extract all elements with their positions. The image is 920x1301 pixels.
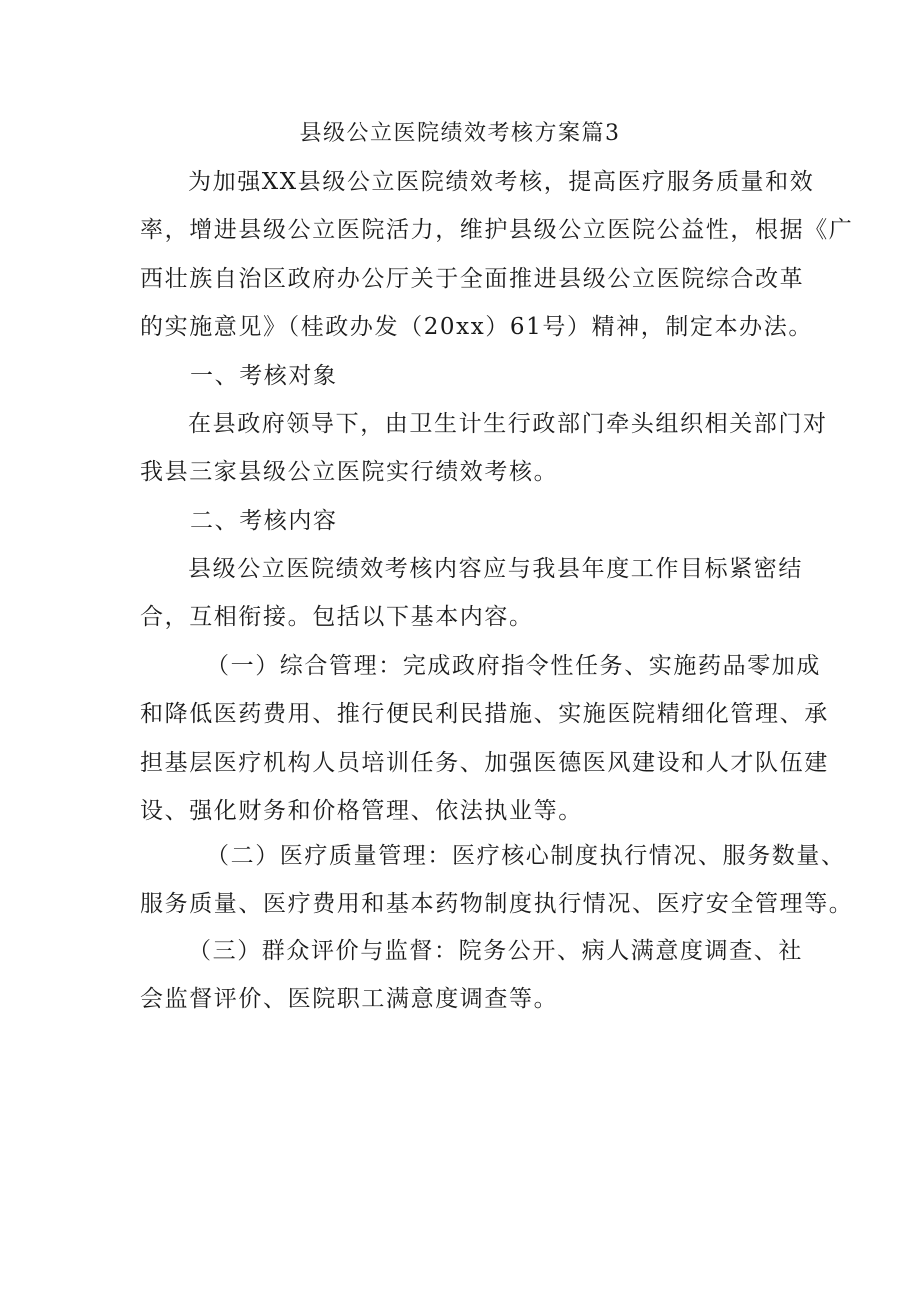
paragraph-line: 为加强XX县级公立医院绩效考核，提高医疗服务质量和效 [188, 169, 815, 195]
paragraph-line: 和降低医药费用、推行便民利民措施、实施医院精细化管理、承 [140, 701, 829, 728]
paragraph-line: 西壮族自治区政府办公厅关于全面推进县级公立医院综合改革 [140, 265, 805, 292]
paragraph-line: 的实施意见》（桂政办发（20xx）61号）精神，制定本办法。 [140, 314, 813, 341]
paragraph-line: 我县三家县级公立医院实行绩效考核。 [140, 459, 559, 486]
paragraph-public-evaluation [140, 927, 803, 1024]
paragraph-assessment-target [140, 400, 828, 497]
paragraph-line: 会监督评价、医院职工满意度调查等。 [140, 986, 559, 1013]
paragraph-line: 设、强化财务和价格管理、依法执业等。 [140, 798, 583, 825]
paragraph-line: 率，增进县级公立医院活力，维护县级公立医院公益性，根据《广 [140, 217, 854, 244]
paragraph-comprehensive-management [140, 642, 829, 836]
paragraph-line: （三）群众评价与监督：院务公开、病人满意度调查、社 [188, 938, 803, 964]
paragraph-line: 在县政府领导下，由卫生计生行政部门牵头组织相关部门对 [188, 411, 828, 437]
document-title: 县级公立医院绩效考核方案篇3 [299, 121, 621, 146]
paragraph-line: 合，互相衔接。包括以下基本内容。 [140, 604, 534, 631]
paragraph-line: 担基层医疗机构人员培训任务、加强医德医风建设和人才队伍建 [140, 749, 829, 776]
paragraph-line: （二）医疗质量管理：医疗核心制度执行情况、服务数量、 [206, 843, 846, 869]
paragraph-line: 服务质量、医疗费用和基本药物制度执行情况、医疗安全管理等。 [140, 891, 854, 918]
section-heading-assessment-content: 二、考核内容 [190, 508, 338, 534]
paragraph-line: （一）综合管理：完成政府指令性任务、实施药品零加成 [206, 653, 821, 679]
paragraph-line: 县级公立医院绩效考核内容应与我县年度工作目标紧密结 [188, 556, 803, 582]
paragraph-medical-quality [140, 832, 854, 929]
paragraph-intro [140, 158, 854, 352]
section-heading-assessment-target: 一、考核对象 [190, 363, 338, 389]
paragraph-assessment-content [140, 545, 803, 642]
